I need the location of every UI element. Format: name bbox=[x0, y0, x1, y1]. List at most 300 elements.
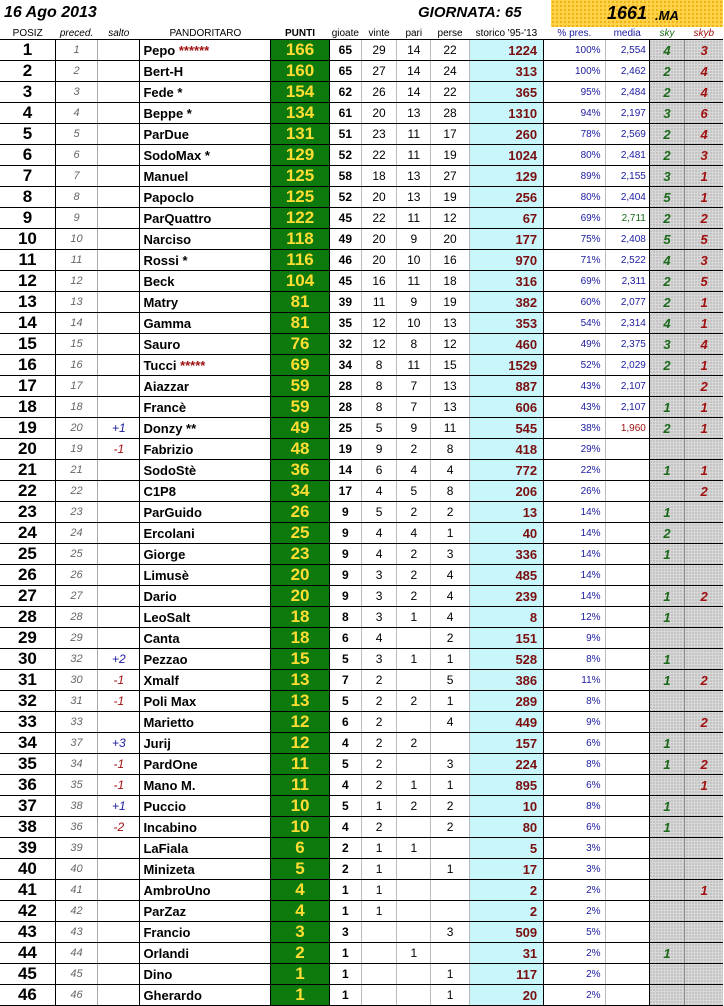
presence-cell: 80% bbox=[544, 145, 605, 166]
lost-cell: 2 bbox=[431, 796, 469, 817]
points-cell: 166 bbox=[271, 40, 329, 61]
player-name: Rossi * bbox=[143, 252, 188, 268]
player-name: ParQuattro bbox=[143, 210, 212, 226]
played-cell: 14 bbox=[329, 460, 361, 481]
jump-cell bbox=[98, 607, 140, 628]
played-cell: 9 bbox=[329, 523, 361, 544]
player-name-cell bbox=[140, 607, 271, 628]
previous-cell: 11 bbox=[55, 250, 97, 271]
date-label: 16 Ago 2013 bbox=[4, 4, 97, 21]
lost-cell: 5 bbox=[431, 670, 469, 691]
skyb-cell: 2 bbox=[685, 670, 723, 691]
player-name: Matry bbox=[143, 294, 179, 310]
skyb-cell: 1 bbox=[685, 355, 723, 376]
points-cell: 116 bbox=[271, 250, 329, 271]
sky-cell bbox=[649, 838, 684, 859]
jump-cell bbox=[98, 838, 140, 859]
history-cell: 20 bbox=[469, 985, 544, 1006]
drawn-cell: 2 bbox=[397, 502, 431, 523]
won-cell: 26 bbox=[361, 82, 396, 103]
drawn-cell: 13 bbox=[397, 187, 431, 208]
star-marks: ***** bbox=[180, 357, 206, 373]
sky-cell: 2 bbox=[649, 145, 684, 166]
player-name-cell bbox=[140, 481, 271, 502]
position-cell: 26 bbox=[0, 565, 55, 586]
won-cell: 23 bbox=[361, 124, 396, 145]
skyb-cell bbox=[685, 565, 723, 586]
position-cell: 19 bbox=[0, 418, 55, 439]
presence-cell: 52% bbox=[544, 355, 605, 376]
player-name: Sauro bbox=[143, 336, 181, 352]
previous-cell: 2 bbox=[55, 61, 97, 82]
won-cell: 27 bbox=[361, 61, 396, 82]
total-badge bbox=[551, 0, 723, 27]
sky-cell: 1 bbox=[649, 733, 684, 754]
sky-cell bbox=[649, 985, 684, 1006]
won-cell: 2 bbox=[361, 754, 396, 775]
presence-cell: 2% bbox=[544, 943, 605, 964]
skyb-cell: 1 bbox=[685, 313, 723, 334]
position-cell: 12 bbox=[0, 271, 55, 292]
points-cell: 34 bbox=[271, 481, 329, 502]
presence-cell: 14% bbox=[544, 586, 605, 607]
skyb-cell: 2 bbox=[685, 481, 723, 502]
sky-cell: 2 bbox=[649, 208, 684, 229]
position-cell: 31 bbox=[0, 670, 55, 691]
average-cell: 2,554 bbox=[605, 40, 649, 61]
skyb-cell: 3 bbox=[685, 40, 723, 61]
lost-cell: 12 bbox=[431, 208, 469, 229]
previous-cell: 45 bbox=[55, 964, 97, 985]
presence-cell: 14% bbox=[544, 523, 605, 544]
sky-cell: 5 bbox=[649, 187, 684, 208]
player-name-cell bbox=[140, 691, 271, 712]
drawn-cell: 2 bbox=[397, 733, 431, 754]
player-name-cell bbox=[140, 901, 271, 922]
col-header: vinte bbox=[361, 27, 396, 40]
position-cell: 41 bbox=[0, 880, 55, 901]
played-cell: 9 bbox=[329, 586, 361, 607]
presence-cell: 6% bbox=[544, 817, 605, 838]
jump-cell bbox=[98, 985, 140, 1006]
player-name: Narciso bbox=[143, 231, 192, 247]
col-header: pari bbox=[397, 27, 431, 40]
drawn-cell bbox=[397, 754, 431, 775]
won-cell: 1 bbox=[361, 880, 396, 901]
sky-cell: 1 bbox=[649, 817, 684, 838]
skyb-cell bbox=[685, 502, 723, 523]
average-cell bbox=[605, 628, 649, 649]
history-cell: 509 bbox=[469, 922, 544, 943]
skyb-cell: 4 bbox=[685, 82, 723, 103]
drawn-cell bbox=[397, 985, 431, 1006]
lost-cell: 18 bbox=[431, 271, 469, 292]
drawn-cell: 4 bbox=[397, 523, 431, 544]
table-row bbox=[0, 481, 723, 502]
presence-cell: 8% bbox=[544, 691, 605, 712]
presence-cell: 2% bbox=[544, 880, 605, 901]
jump-cell bbox=[98, 523, 140, 544]
drawn-cell: 7 bbox=[397, 397, 431, 418]
points-cell: 18 bbox=[271, 628, 329, 649]
table-row bbox=[0, 313, 723, 334]
skyb-cell: 4 bbox=[685, 334, 723, 355]
player-name: Fede * bbox=[143, 84, 183, 100]
played-cell: 17 bbox=[329, 481, 361, 502]
previous-cell: 10 bbox=[55, 229, 97, 250]
presence-cell: 9% bbox=[544, 712, 605, 733]
table-row bbox=[0, 565, 723, 586]
drawn-cell: 1 bbox=[397, 838, 431, 859]
sky-cell: 1 bbox=[649, 397, 684, 418]
previous-cell: 16 bbox=[55, 355, 97, 376]
player-name-cell bbox=[140, 418, 271, 439]
points-cell: 18 bbox=[271, 607, 329, 628]
player-name-cell bbox=[140, 397, 271, 418]
jump-cell: +3 bbox=[98, 733, 140, 754]
average-cell: 2,107 bbox=[605, 376, 649, 397]
jump-cell bbox=[98, 859, 140, 880]
player-name-cell bbox=[140, 124, 271, 145]
history-cell: 260 bbox=[469, 124, 544, 145]
played-cell: 4 bbox=[329, 733, 361, 754]
position-cell: 29 bbox=[0, 628, 55, 649]
table-row bbox=[0, 901, 723, 922]
table-row bbox=[0, 208, 723, 229]
jump-cell bbox=[98, 565, 140, 586]
won-cell: 8 bbox=[361, 355, 396, 376]
lost-cell: 1 bbox=[431, 859, 469, 880]
skyb-cell bbox=[685, 943, 723, 964]
won-cell: 2 bbox=[361, 670, 396, 691]
points-cell: 13 bbox=[271, 691, 329, 712]
col-header: PUNTI bbox=[271, 27, 329, 40]
average-cell: 2,404 bbox=[605, 187, 649, 208]
player-name: Puccio bbox=[143, 798, 187, 814]
played-cell: 49 bbox=[329, 229, 361, 250]
player-name: Beck bbox=[143, 273, 175, 289]
previous-cell: 37 bbox=[55, 733, 97, 754]
history-cell: 2 bbox=[469, 880, 544, 901]
points-cell: 10 bbox=[271, 796, 329, 817]
points-cell: 12 bbox=[271, 733, 329, 754]
drawn-cell: 9 bbox=[397, 229, 431, 250]
player-name: Aiazzar bbox=[143, 378, 189, 394]
average-cell bbox=[605, 586, 649, 607]
played-cell: 1 bbox=[329, 880, 361, 901]
history-cell: 1024 bbox=[469, 145, 544, 166]
played-cell: 34 bbox=[329, 355, 361, 376]
presence-cell: 3% bbox=[544, 859, 605, 880]
previous-cell: 31 bbox=[55, 691, 97, 712]
lost-cell bbox=[431, 733, 469, 754]
played-cell: 2 bbox=[329, 838, 361, 859]
sky-cell: 2 bbox=[649, 355, 684, 376]
sky-cell: 1 bbox=[649, 649, 684, 670]
giornata-label: GIORNATA: 65 bbox=[418, 4, 522, 21]
presence-cell: 14% bbox=[544, 565, 605, 586]
player-name: Ercolani bbox=[143, 525, 195, 541]
position-cell: 15 bbox=[0, 334, 55, 355]
drawn-cell: 9 bbox=[397, 418, 431, 439]
presence-cell: 6% bbox=[544, 733, 605, 754]
player-name-cell bbox=[140, 313, 271, 334]
average-cell bbox=[605, 964, 649, 985]
jump-cell bbox=[98, 145, 140, 166]
jump-cell bbox=[98, 103, 140, 124]
sky-cell: 1 bbox=[649, 670, 684, 691]
points-cell: 26 bbox=[271, 502, 329, 523]
col-header: storico '95-'13 bbox=[469, 27, 544, 40]
presence-cell: 75% bbox=[544, 229, 605, 250]
played-cell: 58 bbox=[329, 166, 361, 187]
drawn-cell bbox=[397, 670, 431, 691]
played-cell: 39 bbox=[329, 292, 361, 313]
lost-cell: 12 bbox=[431, 334, 469, 355]
star-marks: ****** bbox=[178, 42, 210, 58]
jump-cell bbox=[98, 943, 140, 964]
sky-cell: 4 bbox=[649, 40, 684, 61]
average-cell bbox=[605, 733, 649, 754]
lost-cell: 1 bbox=[431, 523, 469, 544]
player-name-cell bbox=[140, 775, 271, 796]
won-cell: 20 bbox=[361, 187, 396, 208]
player-name-cell bbox=[140, 880, 271, 901]
drawn-cell: 14 bbox=[397, 82, 431, 103]
table-row bbox=[0, 628, 723, 649]
played-cell: 5 bbox=[329, 754, 361, 775]
presence-cell: 12% bbox=[544, 607, 605, 628]
position-cell: 46 bbox=[0, 985, 55, 1006]
won-cell: 2 bbox=[361, 691, 396, 712]
lost-cell: 4 bbox=[431, 607, 469, 628]
jump-cell bbox=[98, 586, 140, 607]
won-cell: 1 bbox=[361, 838, 396, 859]
won-cell: 12 bbox=[361, 334, 396, 355]
lost-cell: 4 bbox=[431, 565, 469, 586]
points-cell: 69 bbox=[271, 355, 329, 376]
lost-cell: 1 bbox=[431, 775, 469, 796]
lost-cell: 2 bbox=[431, 817, 469, 838]
lost-cell: 20 bbox=[431, 229, 469, 250]
previous-cell: 21 bbox=[55, 460, 97, 481]
points-cell: 11 bbox=[271, 754, 329, 775]
lost-cell: 11 bbox=[431, 418, 469, 439]
jump-cell bbox=[98, 229, 140, 250]
table-row bbox=[0, 691, 723, 712]
player-name-cell bbox=[140, 187, 271, 208]
player-name: ParGuido bbox=[143, 504, 202, 520]
sky-cell: 1 bbox=[649, 607, 684, 628]
history-cell: 157 bbox=[469, 733, 544, 754]
col-header: sky bbox=[649, 27, 684, 40]
player-name-cell bbox=[140, 796, 271, 817]
skyb-cell bbox=[685, 985, 723, 1006]
average-cell: 2,408 bbox=[605, 229, 649, 250]
history-cell: 177 bbox=[469, 229, 544, 250]
lost-cell: 13 bbox=[431, 313, 469, 334]
previous-cell: 42 bbox=[55, 901, 97, 922]
lost-cell: 13 bbox=[431, 397, 469, 418]
player-name: Manuel bbox=[143, 168, 189, 184]
position-cell: 18 bbox=[0, 397, 55, 418]
drawn-cell: 2 bbox=[397, 691, 431, 712]
presence-cell: 100% bbox=[544, 61, 605, 82]
jump-cell: -1 bbox=[98, 775, 140, 796]
table-row bbox=[0, 859, 723, 880]
position-cell: 37 bbox=[0, 796, 55, 817]
player-name-cell bbox=[140, 859, 271, 880]
presence-cell: 6% bbox=[544, 775, 605, 796]
player-name-cell bbox=[140, 733, 271, 754]
player-name-cell bbox=[140, 208, 271, 229]
points-cell: 118 bbox=[271, 229, 329, 250]
presence-cell: 14% bbox=[544, 544, 605, 565]
previous-cell: 18 bbox=[55, 397, 97, 418]
skyb-cell: 3 bbox=[685, 250, 723, 271]
lost-cell: 13 bbox=[431, 376, 469, 397]
presence-cell: 5% bbox=[544, 922, 605, 943]
player-name-cell bbox=[140, 61, 271, 82]
history-cell: 353 bbox=[469, 313, 544, 334]
points-cell: 4 bbox=[271, 901, 329, 922]
table-row bbox=[0, 817, 723, 838]
sky-cell bbox=[649, 880, 684, 901]
average-cell: 1,960 bbox=[605, 418, 649, 439]
sky-cell bbox=[649, 628, 684, 649]
history-cell: 485 bbox=[469, 565, 544, 586]
player-name-cell bbox=[140, 229, 271, 250]
sky-cell: 2 bbox=[649, 418, 684, 439]
player-name-cell bbox=[140, 628, 271, 649]
player-name: Bert-H bbox=[143, 63, 184, 79]
player-name: ParDue bbox=[143, 126, 189, 142]
drawn-cell: 13 bbox=[397, 166, 431, 187]
col-header: salto bbox=[98, 27, 140, 40]
jump-cell bbox=[98, 355, 140, 376]
jump-cell bbox=[98, 40, 140, 61]
player-name-cell bbox=[140, 586, 271, 607]
presence-cell: 43% bbox=[544, 397, 605, 418]
drawn-cell: 2 bbox=[397, 586, 431, 607]
lost-cell bbox=[431, 943, 469, 964]
points-cell: 20 bbox=[271, 565, 329, 586]
player-name-cell bbox=[140, 334, 271, 355]
history-cell: 545 bbox=[469, 418, 544, 439]
history-cell: 289 bbox=[469, 691, 544, 712]
history-cell: 316 bbox=[469, 271, 544, 292]
history-cell: 224 bbox=[469, 754, 544, 775]
col-header: PANDORITARO bbox=[140, 27, 271, 40]
history-cell: 1529 bbox=[469, 355, 544, 376]
player-name: Gamma bbox=[143, 315, 192, 331]
history-cell: 970 bbox=[469, 250, 544, 271]
position-cell: 13 bbox=[0, 292, 55, 313]
won-cell: 2 bbox=[361, 712, 396, 733]
previous-cell: 24 bbox=[55, 523, 97, 544]
previous-cell: 19 bbox=[55, 439, 97, 460]
lost-cell bbox=[431, 838, 469, 859]
played-cell: 62 bbox=[329, 82, 361, 103]
played-cell: 6 bbox=[329, 628, 361, 649]
header-row bbox=[0, 27, 723, 40]
won-cell: 3 bbox=[361, 565, 396, 586]
average-cell bbox=[605, 649, 649, 670]
jump-cell bbox=[98, 187, 140, 208]
points-cell: 5 bbox=[271, 859, 329, 880]
lost-cell: 24 bbox=[431, 61, 469, 82]
player-name: Limusè bbox=[143, 567, 189, 583]
history-cell: 460 bbox=[469, 334, 544, 355]
lost-cell: 17 bbox=[431, 124, 469, 145]
sky-cell: 3 bbox=[649, 334, 684, 355]
sky-cell bbox=[649, 901, 684, 922]
table-row bbox=[0, 607, 723, 628]
points-cell: 4 bbox=[271, 880, 329, 901]
skyb-cell: 5 bbox=[685, 271, 723, 292]
lost-cell: 15 bbox=[431, 355, 469, 376]
average-cell: 2,197 bbox=[605, 103, 649, 124]
average-cell: 2,484 bbox=[605, 82, 649, 103]
presence-cell: 22% bbox=[544, 460, 605, 481]
jump-cell bbox=[98, 922, 140, 943]
won-cell: 2 bbox=[361, 775, 396, 796]
jump-cell bbox=[98, 124, 140, 145]
average-cell: 2,711 bbox=[605, 208, 649, 229]
player-name: Dino bbox=[143, 966, 173, 982]
drawn-cell: 2 bbox=[397, 796, 431, 817]
table-row bbox=[0, 943, 723, 964]
jump-cell: -1 bbox=[98, 691, 140, 712]
table-row bbox=[0, 61, 723, 82]
skyb-cell bbox=[685, 859, 723, 880]
drawn-cell: 1 bbox=[397, 775, 431, 796]
average-cell bbox=[605, 712, 649, 733]
played-cell: 61 bbox=[329, 103, 361, 124]
drawn-cell: 10 bbox=[397, 313, 431, 334]
history-cell: 80 bbox=[469, 817, 544, 838]
table-row bbox=[0, 733, 723, 754]
points-cell: 3 bbox=[271, 922, 329, 943]
presence-cell: 8% bbox=[544, 754, 605, 775]
player-name: Papoclo bbox=[143, 189, 195, 205]
player-name: C1P8 bbox=[143, 483, 176, 499]
table-row bbox=[0, 82, 723, 103]
drawn-cell: 4 bbox=[397, 460, 431, 481]
previous-cell: 34 bbox=[55, 754, 97, 775]
played-cell: 25 bbox=[329, 418, 361, 439]
average-cell bbox=[605, 985, 649, 1006]
position-cell: 4 bbox=[0, 103, 55, 124]
lost-cell: 19 bbox=[431, 292, 469, 313]
sky-cell: 4 bbox=[649, 313, 684, 334]
skyb-cell bbox=[685, 733, 723, 754]
player-name-cell bbox=[140, 565, 271, 586]
average-cell bbox=[605, 670, 649, 691]
sky-cell bbox=[649, 481, 684, 502]
average-cell: 2,077 bbox=[605, 292, 649, 313]
history-cell: 10 bbox=[469, 796, 544, 817]
previous-cell: 4 bbox=[55, 103, 97, 124]
table-row bbox=[0, 439, 723, 460]
position-cell: 30 bbox=[0, 649, 55, 670]
sky-cell: 1 bbox=[649, 586, 684, 607]
skyb-cell bbox=[685, 922, 723, 943]
sky-cell bbox=[649, 859, 684, 880]
presence-cell: 14% bbox=[544, 502, 605, 523]
drawn-cell: 10 bbox=[397, 250, 431, 271]
table-row bbox=[0, 418, 723, 439]
